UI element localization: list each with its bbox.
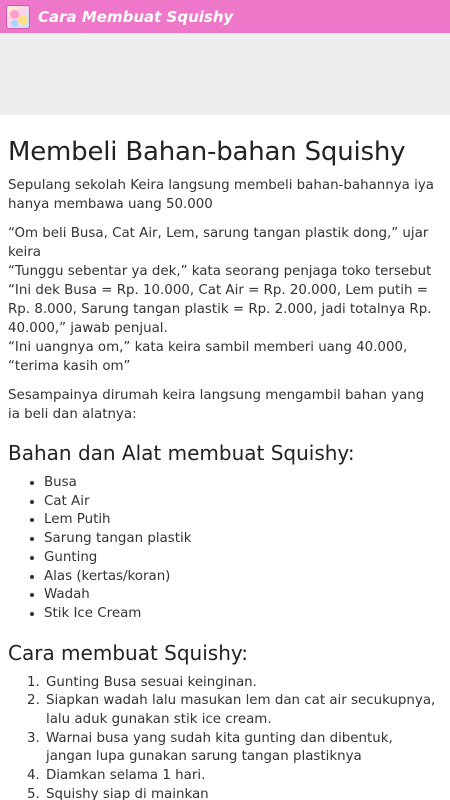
list-item: • Cat Air [44, 493, 436, 512]
dialog-line: “Ini uangnya om,” kata keira sambil memberi uang 40.000, “terima kasih om” [8, 340, 408, 374]
materials-list [8, 474, 436, 624]
step-item: 4. Diamkan selama 1 hari. [44, 767, 436, 786]
list-item: • Sarung tangan plastik [44, 530, 436, 549]
list-item: • Lem Putih [44, 511, 436, 530]
step-item: 1. Gunting Busa sesuai keinginan. [44, 674, 436, 693]
dialog-line: “Om beli Busa, Cat Air, Lem, sarung tangan plastik dong,” ujar keira [8, 226, 429, 260]
outro-paragraph: Sesampainya dirumah keira langsung mengambil bahan yang ia beli dan alatnya: [8, 388, 425, 422]
article-content[interactable] [0, 115, 450, 800]
steps-heading: Cara membuat Squishy: [8, 640, 248, 665]
squishy-app-icon [6, 5, 30, 29]
dialog-block [8, 224, 436, 376]
step-item: 3. Warnai busa yang sudah kita gunting dan dibentuk, jangan lupa gunakan sarung tangan plastiknya [44, 730, 436, 767]
clipped-text-line [8, 115, 308, 118]
steps-list [8, 674, 436, 800]
article-heading: Membeli Bahan-bahan Squishy [8, 137, 406, 167]
dialog-line: “Tunggu sebentar ya dek,” kata seorang penjaga toko tersebut [8, 264, 432, 279]
blob-decoration [11, 20, 18, 27]
step-item: 5. Squishy siap di mainkan [44, 786, 436, 800]
list-item: • Gunting [44, 549, 436, 568]
materials-heading: Bahan dan Alat membuat Squishy: [8, 441, 355, 465]
step-item: 2. Siapkan wadah lalu masukan lem dan cat air secukupnya, lalu aduk gunakan stik ice cream. [44, 692, 436, 729]
app-bar [0, 0, 450, 33]
list-item: • Wadah [44, 586, 436, 605]
list-item: • Busa [44, 474, 436, 493]
app-title: Cara Membuat Squishy [38, 7, 234, 26]
blob-decoration [18, 15, 28, 25]
list-item: • Stik Ice Cream [44, 605, 436, 624]
ad-banner-area[interactable] [0, 33, 450, 115]
dialog-line: “Ini dek Busa = Rp. 10.000, Cat Air = Rp. 20.000, Lem putih = Rp. 8.000, Sarung tangan plastik = Rp. 2.000, jadi totalnya Rp. 40.000,” jawab penjual. [8, 283, 432, 336]
list-item: • Alas (kertas/koran) [44, 568, 436, 587]
intro-paragraph: Sepulang sekolah Keira langsung membeli bahan-bahannya iya hanya membawa uang 50.000 [8, 178, 434, 212]
